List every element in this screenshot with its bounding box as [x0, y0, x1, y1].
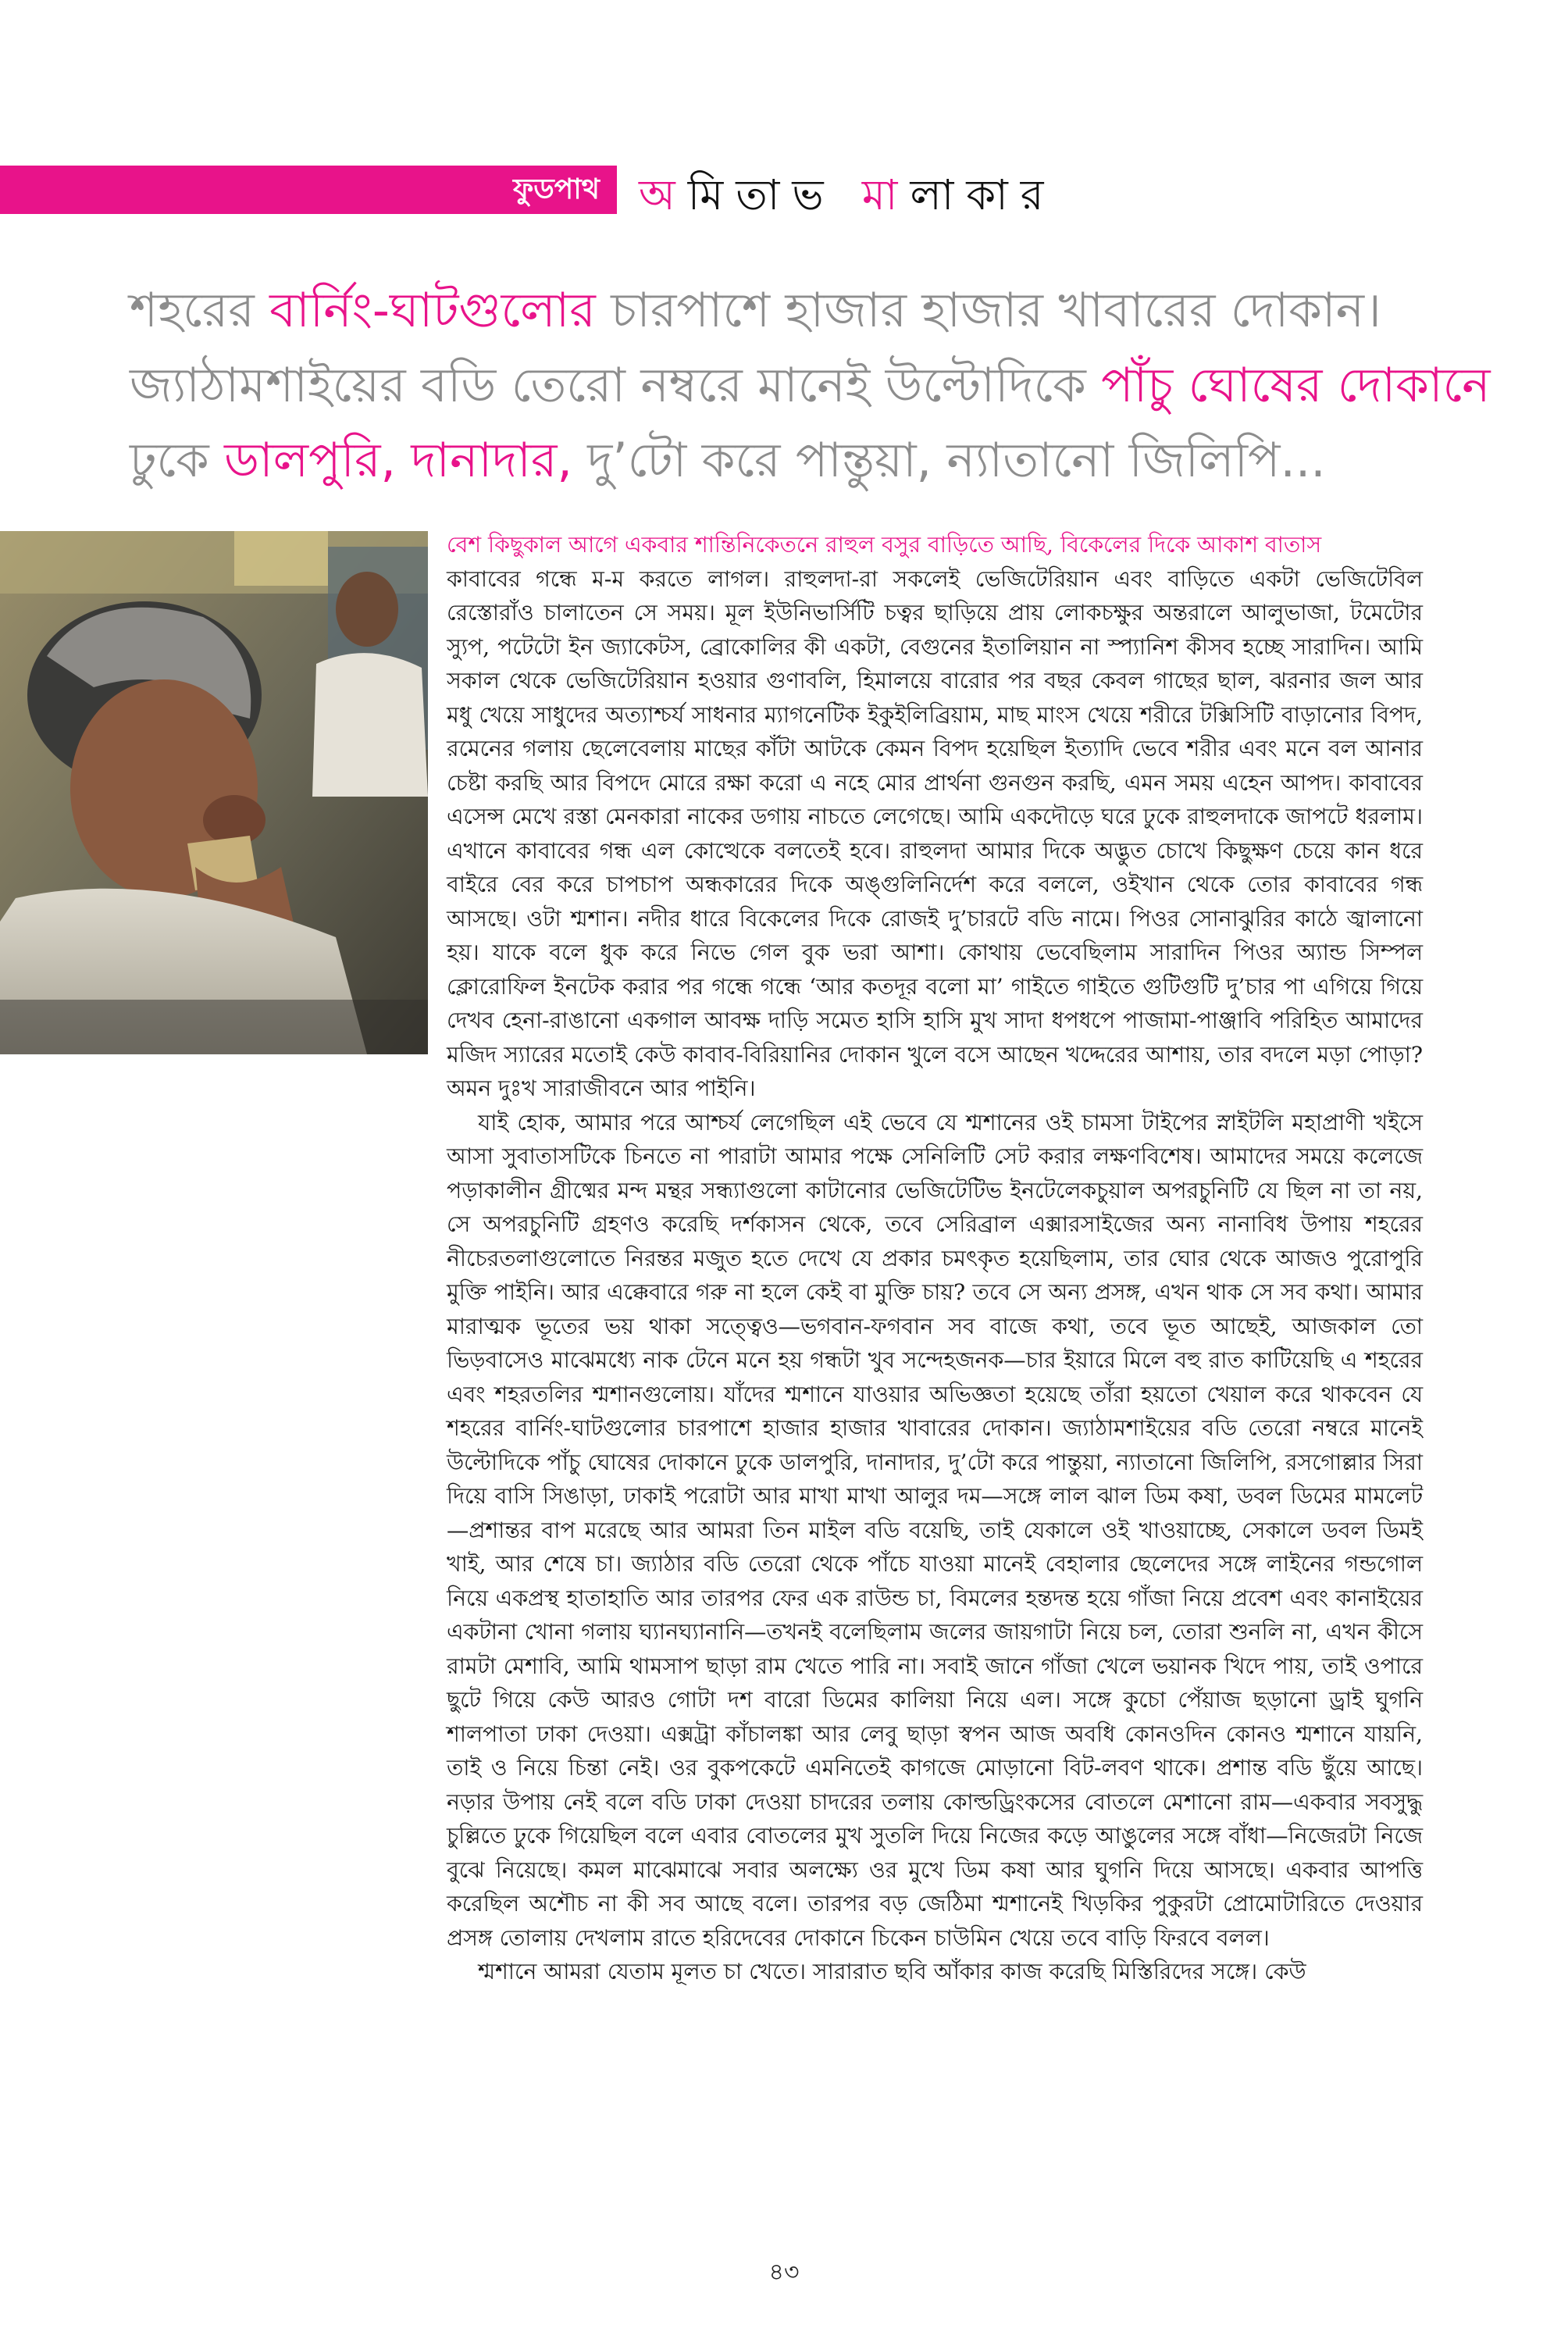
headline-text: শহরের: [130, 283, 270, 338]
article-photo: [0, 531, 428, 1054]
author-last-initial: মা: [861, 170, 911, 219]
article-body: [447, 528, 1423, 1989]
headline-line-3: [130, 423, 1535, 498]
headline-line-1: [130, 273, 1535, 348]
author-last-rest: লাকার: [910, 170, 1057, 219]
article-lead-line: বেশ কিছুকাল আগে একবার শান্তিনিকেতনে রাহুল বসুর বাড়িতে আছি, বিকেলের দিকে আকাশ বাতাস: [447, 532, 1322, 558]
headline-highlight: বার্নিং-ঘাটগুলোর: [269, 283, 596, 338]
article-paragraph-3: শ্মশানে আমরা যেতাম মূলত চা খেতে। সারারাত ছবি আঁকার কাজ করেছি মিস্তিরিদের সঙ্গে। কেউ: [478, 1959, 1306, 1984]
headline-text: চারপাশে হাজার হাজার খাবারের দোকান।: [595, 283, 1381, 338]
author-first-rest: মিতাভ: [687, 170, 836, 219]
section-header-bar: [0, 166, 617, 214]
author-name: [639, 170, 1057, 220]
article-paragraph-1: কাবাবের গন্ধে ম-ম করতে লাগল। রাহুলদা-রা সকলেই ভেজিটেরিয়ান এবং বাড়িতে একটা ভেজিটেবিল রেস্তোরাঁও চালাতেন সে সময়। মূল ইউনিভার্সিটি চত্বর ছাড়িয়ে প্রায় লোকচক্ষুর অন্তরালে আলুভাজা, টমেটোর স্যুপ, পটেটো ইন জ্যাকেটস, ব্রোকোলির কী একটা, বেগুনের ইতালিয়ান না স্প্যানিশ কীসব হচ্ছে সারাদিন। আমি সকাল থেকে ভেজিটেরিয়ান হওয়ার গুণাবলি, হিমালয়ে বারোর পর বছর কেবল গাছের ছাল, ঝরনার জল আর মধু খেয়ে সাধুদের অত্যাশ্চর্য সাধনার ম্যাগনেটিক ইকুইলিব্রিয়াম, মাছ মাংস খেয়ে শরীরে টক্সিসিটি বাড়ানোর বিপদ, রমেনের গলায় ছেলেবেলায় মাছের কাঁটা আটকে কেমন বিপদ হয়েছিল ইত্যাদি ভেবে শরীর এবং মনে বল আনার চেষ্টা করছি আর বিপদে মোরে রক্ষা করো এ নহে মোর প্রার্থনা গুনগুন করছি, এমন সময় এহেন আপদ। কাবাবের এসেন্স মেখে রস্তা মেনকারা নাকের ডগায় নাচতে লেগেছে। আমি একদৌড়ে ঘরে ঢুকে রাহুলদাকে জাপটে ধরলাম। এখানে কাবাবের গন্ধ এল কোত্থেকে বলতেই হবে। রাহুলদা আমার দিকে অদ্ভুত চোখে কিছুক্ষণ চেয়ে কান ধরে বাইরে বের করে চাপচাপ অন্ধকারের দিকে অঙ্গুলিনির্দেশ করে বললে, ওইখান থেকে তোর কাবাবের গন্ধ আসছে। ওটা শ্মশান। নদীর ধারে বিকেলের দিকে রোজই দু’চারটে বডি নামে। পিওর সোনাঝুরির কাঠে জ্বালানো হয়। যাকে বলে ধুক করে নিভে গেল বুক ভরা আশা। কোথায় ভেবেছিলাম সারাদিন পিওর অ্যান্ড সিম্পল ক্লোরোফিল ইনটেক করার পর গন্ধে গন্ধে ‘আর কতদূর বলো মা’ গাইতে গাইতে গুটিগুটি দু’চার পা এগিয়ে গিয়ে দেখব হেনা-রাঙানো একগাল আবক্ষ দাড়ি সমেত হাসি হাসি মুখ সাদা ধপধপে পাজামা-পাঞ্জাবি পরিহিত আমাদের মজিদ স্যারের মতোই কেউ কাবাব-বিরিয়ানির দোকান খুলে বসে আছেন খদ্দেরের আশায়, তার বদলে মড়া পোড়া? অমন দুঃখ সারাজীবনে আর পাইনি।: [447, 565, 1423, 1101]
author-first-initial: অ: [639, 170, 688, 219]
headline-highlight: পাঁচু ঘোষের দোকানে: [1101, 358, 1491, 413]
section-label: ফুডপাথ: [513, 173, 600, 205]
headline-text: জ্যাঠামশাইয়ের বডি তেরো নম্বরে মানেই উল্টোদিকে: [130, 358, 1102, 413]
article-paragraph-2: যাই হোক, আমার পরে আশ্চর্য লেগেছিল এই ভেবে যে শ্মশানের ওই চামসা টাইপের স্নাইটলি মহাপ্রাণী খইসে আসা সুবাতাসটিকে চিনতে না পারাটা আমার পক্ষে সেনিলিটি সেট করার লক্ষণবিশেষ। আমাদের সময়ে কলেজে পড়াকালীন গ্রীষ্মের মন্দ মন্থর সন্ধ্যাগুলো কাটানোর ভেজিটেটিভ ইনটেলেকচুয়াল অপরচুনিটি যে ছিল না তা নয়, সে অপরচুনিটি গ্রহণও করেছি দর্শকাসন থেকে, তবে সেরিব্রাল এক্সারসাইজের অন্য নানাবিধ উপায় শহরের নীচেরতলাগুলোতে নিরন্তর মজুত হতে দেখে যে প্রকার চমৎকৃত হয়েছিলাম, তার ঘোর থেকে আজও পুরোপুরি মুক্তি পাইনি। আর এক্কেবারে গরু না হলে কেই বা মুক্তি চায়? তবে সে অন্য প্রসঙ্গ, এখন থাক সে সব কথা। আমার মারাত্মক ভূতের ভয় থাকা সত্ত্বেও—ভগবান-ফগবান সব বাজে কথা, তবে ভূত আছেই, আজকাল তো ভিড়বাসেও মাঝেমধ্যে নাক টেনে মনে হয় গন্ধটা খুব সন্দেহজনক—চার ইয়ারে মিলে বহু রাত কাটিয়েছি এ শহরের এবং শহরতলির শ্মশানগুলোয়। যাঁদের শ্মশানে যাওয়ার অভিজ্ঞতা হয়েছে তাঁরা হয়তো খেয়াল করে থাকবেন যে শহরের বার্নিং-ঘাটগুলোর চারপাশে হাজার হাজার খাবারের দোকান। জ্যাঠামশাইয়ের বডি তেরো নম্বরে মানেই উল্টোদিকে পাঁচু ঘোষের দোকানে ঢুকে ডালপুরি, দানাদার, দু’টো করে পান্তুয়া, ন্যাতানো জিলিপি, রসগোল্লার সিরা দিয়ে বাসি সিঙাড়া, ঢাকাই পরোটা আর মাখা মাখা আলুর দম—সঙ্গে লাল ঝাল ডিম কষা, ডবল ডিমের মামলেট—প্রশান্তর বাপ মরেছে আর আমরা তিন মাইল বডি বয়েছি, তাই যেকালে ওই খাওয়াচ্ছে, সেকালে ডবল ডিমই খাই, আর শেষে চা। জ্যাঠার বডি তেরো থেকে পাঁচে যাওয়া মানেই বেহালার ছেলেদের সঙ্গে লাইনের গন্ডগোল নিয়ে একপ্রস্থ হাতাহাতি আর তারপর ফের এক রাউন্ড চা, বিমলের হন্তদন্ত হয়ে গাঁজা নিয়ে প্রবেশ এবং কানাইয়ের একটানা খোনা গলায় ঘ্যানঘ্যানানি—তখনই বলেছিলাম জলের জায়গাটা নিয়ে চল, তোরা শুনলি না, এখন কীসে রামটা মেশাবি, আমি থামসাপ ছাড়া রাম খেতে পারি না। সবাই জানে গাঁজা খেলে ভয়ানক খিদে পায়, তাই ওপারে ছুটে গিয়ে কেউ আরও গোটা দশ বারো ডিমের কালিয়া নিয়ে এল। সঙ্গে কুচো পেঁয়াজ ছড়ানো ড্রাই ঘুগনি শালপাতা ঢাকা দেওয়া। এক্সট্রা কাঁচালঙ্কা আর লেবু ছাড়া স্বপন আজ অবধি কোনওদিন কোনও শ্মশানে যায়নি, তাই ও নিয়ে চিন্তা নেই। ওর বুকপকেটে এমনিতেই কাগজে মোড়ানো বিট-লবণ থাকে। প্রশান্ত বডি ছুঁয়ে আছে। নড়ার উপায় নেই বলে বডি ঢাকা দেওয়া চাদরের তলায় কোল্ডড্রিংকসের বোতলে মেশানো রাম—একবার সবসুদ্ধু চুল্লিতে ঢুকে গিয়েছিল বলে এবার বোতলের মুখ সুতলি দিয়ে নিজের কড়ে আঙুলের সঙ্গে বাঁধা—নিজেরটা নিজে বুঝে নিয়েছে। কমল মাঝেমাঝে সবার অলক্ষ্যে ওর মুখে ডিম কষা আর ঘুগনি দিয়ে আসছে। একবার আপত্তি করেছিল অশৌচ না কী সব আছে বলে। তারপর বড় জেঠিমা শ্মশানেই খিড়কির পুকুরটা প্রোমোটারিতে দেওয়ার প্রসঙ্গ তোলায় দেখলাম রাতে হরিদেবের দোকানে চিকেন চাউমিন খেয়ে তবে বাড়ি ফিরবে বলল।: [447, 1109, 1423, 1951]
man-drinking-tea-photo: [0, 531, 428, 1054]
headline-text: ঢুকে: [130, 433, 225, 488]
headline-highlight: ডালপুরি, দানাদার,: [224, 433, 572, 488]
page-number: ৪৩: [768, 2259, 800, 2286]
headline-text: দু’টো করে পান্তুয়া, ন্যাতানো জিলিপি...: [572, 433, 1326, 488]
pull-quote-headline: [130, 273, 1535, 498]
headline-line-2: [130, 348, 1535, 423]
